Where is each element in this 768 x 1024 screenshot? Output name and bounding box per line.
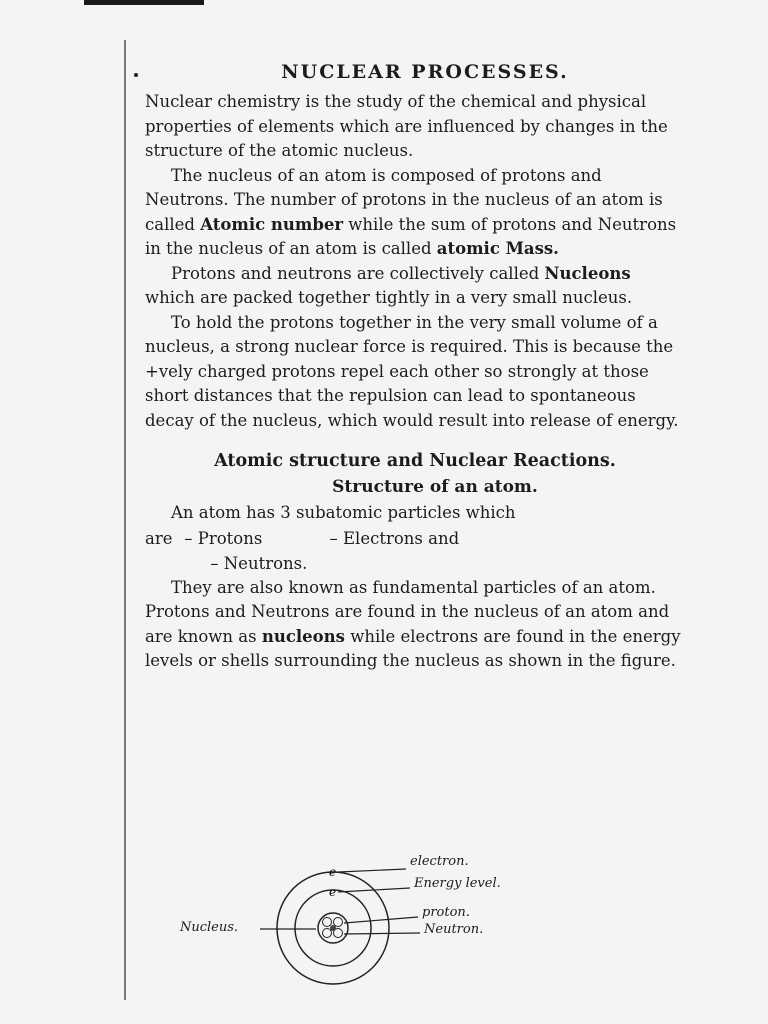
particle-list-row-2 — [145, 551, 685, 576]
paragraph-nucleus-text: The nucleus of an atom is composed of protons and Neutrons. The number of protons in the nucleus of an atom is called — [145, 165, 663, 234]
label-nucleus: Nucleus. — [180, 920, 239, 935]
paragraph-nucleus-text-2: while the sum of protons and Neutrons in the nucleus of an atom is called — [145, 214, 677, 258]
list-item-neutrons: – Neutrons. — [210, 553, 308, 573]
pointer-energy-level — [338, 888, 410, 892]
structure-intro-text: An atom has 3 subatomic particles which — [171, 503, 516, 522]
are-label: are — [145, 528, 173, 548]
paragraph-nucleons — [145, 262, 685, 311]
electron-symbol-inner: e — [329, 885, 337, 899]
pointer-electron — [338, 869, 406, 872]
paragraph-nuclear-force-text: To hold the protons together in the very small volume of a nucleus, a strong nuclear force is required. This is because the +vely charged protons repel each other so strongly at those short distances that the repulsion can lead to spontaneous decay of the nucleus, which would result into release of energy. — [145, 312, 679, 430]
paragraph-nucleons-text-2: which are packed together tightly in a very small nucleus. — [145, 288, 633, 307]
particle-list-row-1 — [145, 526, 685, 551]
paragraph-fundamental — [145, 576, 685, 674]
pointer-proton — [344, 917, 418, 923]
particle-2 — [334, 918, 343, 927]
paragraph-fundamental-text: They are also known as fundamental particles of an atom. Protons and Neutrons are found in the nucleus of an atom and are known as — [145, 577, 670, 646]
particle-3 — [323, 929, 332, 938]
list-item-electrons: – Electrons and — [329, 528, 460, 548]
label-electron: electron. — [410, 854, 469, 869]
paragraph-fundamental-text-2: while electrons are found in the energy levels or shells surrounding the nucleus as shown in the figure. — [145, 626, 681, 670]
particle-center — [330, 925, 336, 931]
particle-1 — [323, 918, 332, 927]
notes-page — [145, 58, 685, 674]
atom-diagram-drawing — [170, 850, 530, 985]
term-atomic-number: Atomic number — [200, 214, 344, 234]
pointer-neutron — [344, 933, 420, 934]
margin-rule — [124, 40, 126, 1000]
label-energy-level: Energy level. — [414, 876, 501, 891]
label-proton: proton. — [422, 905, 470, 920]
paragraph-definition-text: Nuclear chemistry is the study of the chemical and physical properties of elements which are influenced by changes in the structure of the atomic nucleus. — [145, 92, 668, 160]
label-neutron: Neutron. — [424, 922, 484, 937]
paragraph-definition — [145, 90, 685, 164]
list-item-protons: – Protons — [184, 528, 263, 548]
section-heading: Atomic structure and Nuclear Reactions. — [214, 451, 616, 471]
term-atomic-mass: atomic Mass. — [436, 239, 559, 258]
sub-heading: Structure of an atom. — [332, 477, 538, 497]
paragraph-nuclear-force — [145, 311, 685, 434]
page-title: NUCLEAR PROCESSES. — [281, 61, 569, 83]
top-edge-mark — [84, 0, 204, 5]
electron-symbol-outer: e — [329, 865, 337, 879]
atom-diagram — [170, 850, 530, 985]
paragraph-nucleus — [145, 164, 685, 262]
structure-intro — [145, 501, 685, 526]
paragraph-nucleons-text: Protons and neutrons are collectively called — [171, 263, 545, 283]
term-nucleons-2: nucleons — [261, 626, 345, 646]
margin-dot — [134, 73, 138, 77]
term-nucleons: Nucleons — [544, 263, 631, 283]
